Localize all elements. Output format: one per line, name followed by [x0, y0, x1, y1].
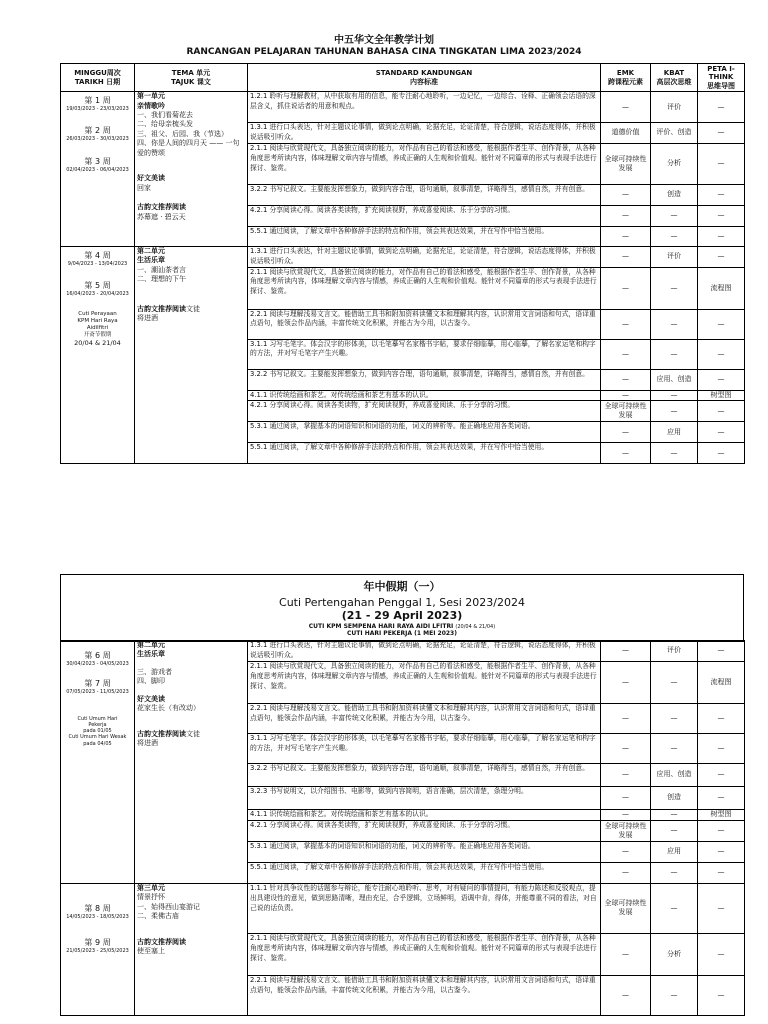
- peta-cell: —: [698, 226, 745, 246]
- table-row: [61, 641, 745, 662]
- standard-cell: 1.3.1 进行口头表达，针对主题议论事情，做到论点明确，论据充足，论证清楚，符合逻辑，说话态度得体，并积极说话吸引听众。: [248, 246, 601, 267]
- peta-cell: —: [698, 184, 745, 205]
- peta-cell: —: [698, 862, 745, 883]
- table-row: [61, 246, 745, 267]
- kbat-cell: —: [651, 883, 698, 933]
- holiday-note-raya: CUTI KPM SEMPENA HARI RAYA AIDI LFITRI (20/04 & 21/04): [308, 623, 496, 630]
- peta-cell: 树型图: [698, 390, 745, 401]
- emk-cell: —: [601, 267, 651, 309]
- standard-cell: 5.5.1 通过阅读，了解文章中各种修辞手法的特点和作用，领会其表达效果，并在写作中恰当使用。: [248, 226, 601, 246]
- header-theme: TEMA 单元 TAJUK 课文: [135, 64, 248, 92]
- emk-cell: —: [601, 787, 651, 810]
- standard-cell: 2.1.1 阅读与欣赏现代文，具备独立阅读的能力，对作品有自己的看法和感受，能根据作者生平、创作背景，从各种角度思考所读内容，体味理解文章内容与情感，养成正确的人生观和价值观。能针对不同篇章的形式与表现手法进行探讨、鉴赏。: [248, 267, 601, 309]
- table-header-row: [61, 64, 745, 92]
- standard-cell: 3.1.1 习写毛笔字。体会汉字的形体美，以毛笔摹写名家楷书字帖，要求仔细临摹，用心临摹，了解名家运笔和构字的方法，并对写毛笔字产生兴趣。: [248, 734, 601, 764]
- standard-cell: 2.1.1 阅读与欣赏现代文，具备独立阅读的能力，对作品有自己的看法和感受，能根据作者生平、创作背景，从各种角度思考所读内容，体味理解文章内容与情感，养成正确的人生观和价值观。能针对不同篇章的形式与表现手法进行探讨、鉴赏。: [248, 933, 601, 975]
- doc-title-chinese: 中五华文全年教学计划: [334, 35, 434, 46]
- emk-cell: —: [601, 862, 651, 883]
- emk-cell: —: [601, 641, 651, 662]
- kbat-cell: 应用、创造: [651, 369, 698, 390]
- standard-cell: 1.3.1 进行口头表达，针对主题议论事情，做到论点明确，论据充足，论证清楚，符合逻辑，说话态度得体，并积极说话吸引听众。: [248, 641, 601, 662]
- kbat-cell: 评价: [651, 92, 698, 123]
- peta-cell: —: [698, 787, 745, 810]
- emk-cell: —: [601, 246, 651, 267]
- emk-cell: 全球可持续性发展: [601, 820, 651, 841]
- kbat-cell: —: [651, 662, 698, 704]
- kbat-cell: —: [651, 339, 698, 369]
- holiday-banner: [60, 574, 744, 642]
- emk-cell: 道德价值: [601, 123, 651, 144]
- standard-cell: 4.2.1 分享阅读心得。阅读各类读物，扩充阅读视野，养成喜爱阅读、乐于分享的习惯。: [248, 401, 601, 422]
- emk-cell: —: [601, 443, 651, 464]
- header-week-date: MINGGU周次 TARIKH 日期: [61, 64, 135, 92]
- header-peta: PETA I-THINK 思维导图: [698, 64, 745, 92]
- emk-cell: —: [601, 369, 651, 390]
- emk-cell: 全球可持续性发展: [601, 401, 651, 422]
- standard-cell: 2.2.1 阅读与理解浅易文言文。能借助工具书和附加资料读懂文本和理解其内容，认识常用文言词语和句式，语译重点语句，能领会作品内涵，丰富传统文化积累，并能古为今用，以古鉴今。: [248, 975, 601, 1015]
- kbat-cell: —: [651, 443, 698, 464]
- emk-cell: —: [601, 734, 651, 764]
- emk-cell: 全球可持续性发展: [601, 143, 651, 184]
- kbat-cell: —: [651, 309, 698, 339]
- kbat-cell: —: [651, 267, 698, 309]
- holiday-note-labour: CUTI HARI PEKERJA (1 MEI 2023): [347, 630, 457, 637]
- peta-cell: —: [698, 704, 745, 734]
- standard-cell: 3.2.3 书写说明文，以介绍图书、电影等，做到内容简明，语言准确，层次清楚，条理分明。: [248, 787, 601, 810]
- peta-cell: 树型图: [698, 810, 745, 821]
- standard-cell: 3.2.2 书写记叙文。主要能发挥想象力，做到内容合理，语句通顺，叙事清楚，详略得当，感情自然，并有创意。: [248, 184, 601, 205]
- emk-cell: —: [601, 390, 651, 401]
- emk-cell: —: [601, 662, 651, 704]
- peta-cell: —: [698, 641, 745, 662]
- standard-cell: 5.3.1 通过阅读，掌握基本的词语知识和词语的功能，词义的辨析等。能正确地应用各类词语。: [248, 422, 601, 443]
- kbat-cell: 分析: [651, 143, 698, 184]
- peta-cell: —: [698, 339, 745, 369]
- peta-cell: —: [698, 369, 745, 390]
- standard-cell: 5.5.1 通过阅读，了解文章中各种修辞手法的特点和作用，领会其表达效果，并在写作中恰当使用。: [248, 862, 601, 883]
- standard-cell: 1.3.1 进行口头表达，针对主题议论事情，做到论点明确，论据充足，论证清楚，符合逻辑，说话态度得体，并积极说话吸引听众。: [248, 123, 601, 144]
- week-cell: 第 6 周 30/04/2023 - 04/05/2023 第 7 周 07/05/2023 - 11/05/2023 Cuti Umum Hari Pekerja pada 01/05 Cuti Umum Hari Wesak pada 04/05: [61, 641, 135, 884]
- header-kbat: KBAT 高层次思维: [651, 64, 698, 92]
- plan-table-2: [60, 640, 745, 1016]
- kbat-cell: 评价、创造: [651, 123, 698, 144]
- kbat-cell: 评价: [651, 246, 698, 267]
- emk-cell: —: [601, 184, 651, 205]
- peta-cell: —: [698, 246, 745, 267]
- standard-cell: 4.1.1 识传统绘画和茶艺。对传统绘画和茶艺有基本的认识。: [248, 390, 601, 401]
- standard-cell: 5.3.1 通过阅读，掌握基本的词语知识和词语的功能，词义的辨析等。能正确地应用各类词语。: [248, 841, 601, 862]
- kbat-cell: —: [651, 401, 698, 422]
- peta-cell: —: [698, 975, 745, 1015]
- standard-cell: 3.2.2 书写记叙文。主要能发挥想象力，做到内容合理，语句通顺，叙事清楚，详略得当，感情自然，并有创意。: [248, 764, 601, 787]
- emk-cell: —: [601, 764, 651, 787]
- peta-cell: —: [698, 841, 745, 862]
- peta-cell: —: [698, 143, 745, 184]
- week-cell: 第 4 周 9/04/2023 - 13/04/2023 第 5 周 16/04/2023 - 20/04/2023 Cuti Perayaan KPM Hari Raya Aidilfitri 开斋节假期 20/04 & 21/04: [61, 246, 135, 464]
- table-row: [61, 883, 745, 933]
- emk-cell: —: [601, 422, 651, 443]
- header-emk: EMK 跨课程元素: [601, 64, 651, 92]
- standard-cell: 2.2.1 阅读与理解浅易文言文。能借助工具书和附加资料读懂文本和理解其内容，认识常用文言词语和句式，语译重点语句，能领会作品内涵，丰富传统文化积累，并能古为今用，以古鉴今。: [248, 309, 601, 339]
- theme-cell: 第二单元 生活乐章 三、游戏者 四、脚印 好文美读 花家生长（有改动） 古韵文推荐阅读文徒 将进酒: [135, 641, 248, 884]
- kbat-cell: —: [651, 820, 698, 841]
- kbat-cell: 创造: [651, 787, 698, 810]
- peta-cell: 流程图: [698, 662, 745, 704]
- emk-cell: —: [601, 226, 651, 246]
- kbat-cell: —: [651, 226, 698, 246]
- emk-cell: —: [601, 975, 651, 1015]
- kbat-cell: 应用: [651, 422, 698, 443]
- emk-cell: —: [601, 933, 651, 975]
- peta-cell: —: [698, 883, 745, 933]
- kbat-cell: 应用: [651, 841, 698, 862]
- kbat-cell: 应用、创造: [651, 764, 698, 787]
- peta-cell: —: [698, 205, 745, 226]
- standard-cell: 2.1.1 阅读与欣赏现代文，具备独立阅读的能力，对作品有自己的看法和感受，能根据作者生平、创作背景，从各种角度思考所读内容，体味理解文章内容与情感，养成正确的人生观和价值观。能针对不同篇章的形式与表现手法进行探讨、鉴赏。: [248, 662, 601, 704]
- theme-cell: 第二单元 生活乐章 一、潮汕茶者言 二、理想的下午 古韵文推荐阅读文徒 将进酒: [135, 246, 248, 464]
- peta-cell: —: [698, 820, 745, 841]
- kbat-cell: 创造: [651, 184, 698, 205]
- emk-cell: —: [601, 339, 651, 369]
- kbat-cell: 分析: [651, 933, 698, 975]
- doc-title-malay: RANCANGAN PELAJARAN TAHUNAN BAHASA CINA TINGKATAN LIMA 2023/2024: [186, 47, 582, 57]
- kbat-cell: —: [651, 390, 698, 401]
- week-cell: 第 8 周 14/05/2023 - 18/05/2023 第 9 周 21/05/2023 - 25/05/2023: [61, 883, 135, 1015]
- peta-cell: —: [698, 401, 745, 422]
- standard-cell: 1.1.1 针对具争议性的话题参与辩论，能专注耐心地聆听、思考，对有疑问的事情提问，有能力陈述和反驳观点，提出具建设性的意见，做到思路清晰，理由充足，合乎逻辑，立场鲜明，语调中肯，得体，并能尊重不同的看法，对自己说的话负责。: [248, 883, 601, 933]
- week-cell: 第 1 周 19/03/2023 - 23/03/2023 第 2 周 26/03/2023 - 30/03/2023 第 3 周 02/04/2023 - 06/04/2023: [61, 92, 135, 247]
- holiday-subtitle: Cuti Pertengahan Penggal 1, Sesi 2023/2024: [279, 596, 525, 609]
- emk-cell: —: [601, 841, 651, 862]
- emk-cell: —: [601, 92, 651, 123]
- kbat-cell: —: [651, 810, 698, 821]
- standard-cell: 1.2.1 聆听与理解教材，从中获取有用的信息，能专注耐心地聆听，一边记忆，一边综合、诠释、正确领会话语的深层含义，抓住说话者的用意和观点。: [248, 92, 601, 123]
- theme-cell: 第一单元 亲情歌吟 一、我们看菊花去 二、给母亲梳头发 三、祖父、后园、我（节选） 四、你是人间的四月天 —— 一句爱的赞颂 好文美读 回家 古韵文推荐阅读 苏幕遮 · 碧云天: [135, 92, 248, 247]
- standard-cell: 4.2.1 分享阅读心得。阅读各类读物，扩充阅读视野，养成喜爱阅读、乐于分享的习惯。: [248, 205, 601, 226]
- plan-table-1: [60, 63, 745, 464]
- emk-cell: —: [601, 309, 651, 339]
- peta-cell: —: [698, 123, 745, 144]
- emk-cell: —: [601, 205, 651, 226]
- peta-cell: —: [698, 933, 745, 975]
- peta-cell: —: [698, 92, 745, 123]
- standard-cell: 5.5.1 通过阅读，了解文章中各种修辞手法的特点和作用，领会其表达效果，并在写作中恰当使用。: [248, 443, 601, 464]
- table-row: [61, 92, 745, 123]
- standard-cell: 3.2.2 书写记叙文。主要能发挥想象力，做到内容合理，语句通顺，叙事清楚，详略得当，感情自然，并有创意。: [248, 369, 601, 390]
- emk-cell: —: [601, 704, 651, 734]
- holiday-title: 年中假期（一）: [363, 580, 441, 593]
- kbat-cell: —: [651, 205, 698, 226]
- header-standard: STANDARD KANDUNGAN 内容标准: [248, 64, 601, 92]
- emk-cell: 全球可持续性发展: [601, 883, 651, 933]
- standard-cell: 4.1.1 识传统绘画和茶艺。对传统绘画和茶艺有基本的认识。: [248, 810, 601, 821]
- peta-cell: —: [698, 443, 745, 464]
- kbat-cell: —: [651, 975, 698, 1015]
- standard-cell: 3.1.1 习写毛笔字。体会汉字的形体美，以毛笔摹写名家楷书字帖，要求仔细临摹，用心临摹，了解名家运笔和构字的方法，并对写毛笔字产生兴趣。: [248, 339, 601, 369]
- peta-cell: —: [698, 734, 745, 764]
- standard-cell: 2.1.1 阅读与欣赏现代文，具备独立阅读的能力，对作品有自己的看法和感受，能根据作者生平、创作背景，从各种角度思考所读内容，体味理解文章内容与情感，养成正确的人生观和价值观。能针对不同篇章的形式与表现手法进行探讨、鉴赏。: [248, 143, 601, 184]
- theme-cell: 第三单元 情景抒怀 一、始得西山宴游记 二、柔佛古庙 古韵文推荐阅读 使至塞上: [135, 883, 248, 1015]
- standard-cell: 2.2.1 阅读与理解浅易文言文。能借助工具书和附加资料读懂文本和理解其内容，认识常用文言词语和句式，语译重点语句，能领会作品内涵，丰富传统文化积累，并能古为今用，以古鉴今。: [248, 704, 601, 734]
- peta-cell: 流程图: [698, 267, 745, 309]
- holiday-dates: (21 - 29 April 2023): [341, 609, 463, 622]
- kbat-cell: —: [651, 704, 698, 734]
- peta-cell: —: [698, 422, 745, 443]
- standard-cell: 4.2.1 分享阅读心得。阅读各类读物，扩充阅读视野，养成喜爱阅读、乐于分享的习惯。: [248, 820, 601, 841]
- emk-cell: —: [601, 810, 651, 821]
- kbat-cell: —: [651, 734, 698, 764]
- kbat-cell: 评价: [651, 641, 698, 662]
- peta-cell: —: [698, 309, 745, 339]
- peta-cell: —: [698, 764, 745, 787]
- kbat-cell: —: [651, 862, 698, 883]
